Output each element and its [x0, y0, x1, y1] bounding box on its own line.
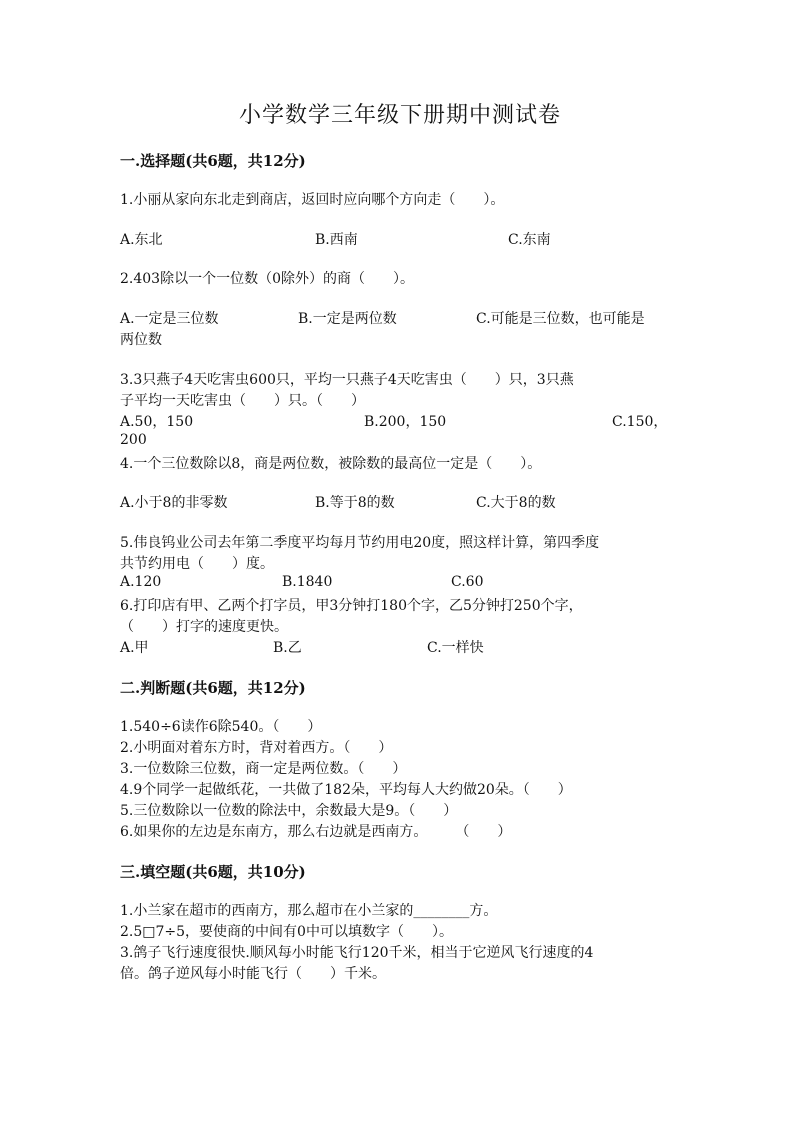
judgment-item-4: 4.9个同学一起做纸花，一共做了182朵，平均每人大约做20朵。（ ）: [120, 782, 572, 798]
option-1-2-c-continuation: 两位数: [120, 332, 162, 348]
fill-item-2: 2.5□7÷5，要使商的中间有0中可以填数字（ ）。: [120, 924, 453, 940]
option-1-2-c: C.可能是三位数，也可能是: [476, 311, 645, 327]
option-1-1-c: C.东南: [508, 232, 551, 248]
section-heading-choice: 一.选择题(共6题，共12分): [120, 152, 306, 170]
question-1-5-line-2: 共节约用电（ ）度。: [120, 556, 274, 572]
option-1-3-c-continuation: 200: [120, 432, 147, 448]
option-1-1-a: A.东北: [120, 232, 163, 248]
option-1-5-c: C.60: [451, 574, 484, 590]
section-heading-fill-blank: 三.填空题(共6题，共10分): [120, 863, 306, 881]
question-1-2: 2.403除以一个一位数（0除外）的商（ ）。: [120, 271, 414, 287]
option-1-4-a: A.小于8的非零数: [120, 495, 228, 511]
question-1-4: 4.一个三位数除以8，商是两位数，被除数的最高位一定是（ ）。: [120, 456, 542, 472]
option-1-2-a: A.一定是三位数: [120, 311, 219, 327]
option-1-1-b: B.西南: [315, 232, 358, 248]
fill-item-3-line-2: 倍。鸽子逆风每小时能飞行（ ）千米。: [120, 966, 386, 982]
option-1-3-b: B.200，150: [364, 414, 447, 430]
question-1-6-line-2: （ ）打字的速度更快。: [120, 619, 288, 635]
question-1-6-line-1: 6.打印店有甲、乙两个打字员，甲3分钟打180个字，乙5分钟打250个字，: [120, 598, 583, 614]
option-1-3-c: C.150，: [612, 414, 668, 430]
judgment-item-3: 3.一位数除三位数，商一定是两位数。（ ）: [120, 761, 407, 777]
page-title: 小学数学三年级下册期中测试卷: [238, 103, 561, 128]
option-1-4-b: B.等于8的数: [315, 495, 395, 511]
option-1-3-a: A.50，150: [120, 414, 194, 430]
option-1-5-b: B.1840: [282, 574, 333, 590]
option-1-6-a: A.甲: [120, 640, 149, 656]
option-1-2-b: B.一定是两位数: [298, 311, 397, 327]
judgment-item-6: 6.如果你的左边是东南方，那么右边就是西南方。 （ ）: [120, 824, 512, 840]
fill-item-3-line-1: 3.鸽子飞行速度很快.顺风每小时能飞行120千米，相当于它逆风飞行速度的4: [120, 945, 594, 961]
question-1-5-line-1: 5.伟良钨业公司去年第二季度平均每月节约用电20度，照这样计算，第四季度: [120, 535, 600, 551]
judgment-item-2: 2.小明面对着东方时，背对着西方。（ ）: [120, 740, 393, 756]
option-1-6-c: C.一样快: [427, 640, 484, 656]
judgment-item-5: 5.三位数除以一位数的除法中，余数最大是9。（ ）: [120, 803, 458, 819]
section-heading-true-false: 二.判断题(共6题，共12分): [120, 679, 306, 697]
option-1-5-a: A.120: [120, 574, 162, 590]
question-1-1: 1.小丽从家向东北走到商店，返回时应向哪个方向走（ ）。: [120, 192, 505, 208]
judgment-item-1: 1.540÷6读作6除540。（ ）: [120, 719, 322, 735]
question-1-3-line-2: 子平均一天吃害虫（ ）只。（ ）: [120, 393, 365, 409]
option-1-4-c: C.大于8的数: [476, 495, 556, 511]
question-1-3-line-1: 3.3只燕子4天吃害虫600只，平均一只燕子4天吃害虫（ ）只，3只燕: [120, 372, 574, 388]
option-1-6-b: B.乙: [273, 640, 302, 656]
fill-item-1: 1.小兰家在超市的西南方，那么超市在小兰家的________方。: [120, 903, 498, 919]
